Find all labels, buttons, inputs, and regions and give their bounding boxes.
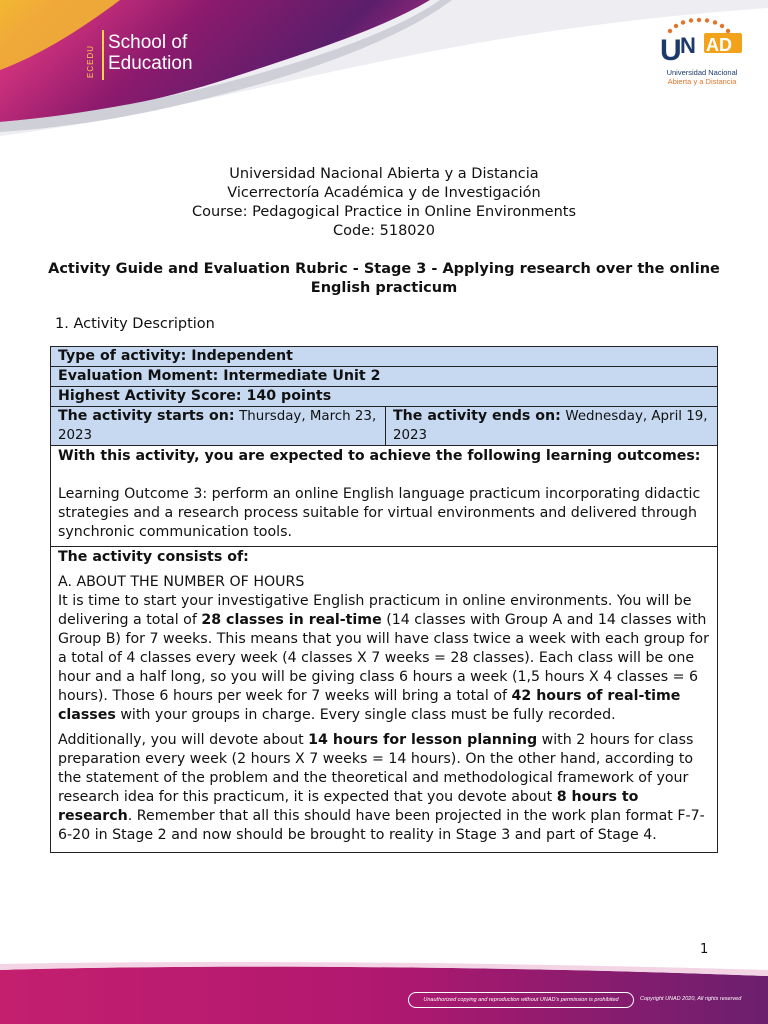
table-row [51, 407, 718, 446]
table-row [51, 547, 718, 853]
start-date-value: Thursday, March 23, 2023 [58, 409, 377, 443]
learning-outcomes-cell [51, 446, 718, 547]
highest-score: Highest Activity Score: 140 points [51, 387, 718, 407]
outcomes-heading: With this activity, you are expected to achieve the following learning outcomes: [58, 448, 701, 464]
activity-guide-subtitle: Activity Guide and Evaluation Rubric - Stage 3 - Applying research over the online English practicum [48, 261, 720, 296]
copy-notice: Unauthorized copying and reproduction without UNAD's permission is prohibited [408, 992, 634, 1008]
evaluation-moment: Evaluation Moment: Intermediate Unit 2 [51, 367, 718, 387]
end-date-label: The activity ends on: [393, 408, 561, 424]
start-date-cell [51, 407, 386, 446]
table-row [51, 347, 718, 367]
svg-text:U: U [660, 34, 682, 64]
title-line-vicerrectoria: Vicerrectoría Académica y de Investigación [227, 185, 541, 201]
unad-line-2: Abierta y a Distancia [667, 77, 737, 86]
document-title [0, 165, 768, 241]
school-line-2: Education [108, 53, 193, 74]
section-heading: 1. Activity Description [55, 316, 215, 332]
table-row [51, 446, 718, 547]
table-row [51, 387, 718, 407]
logo-divider [102, 30, 104, 80]
type-of-activity: Type of activity: Independent [51, 347, 718, 367]
end-date-value: Wednesday, April 19, 2023 [393, 409, 708, 443]
activity-description-table [50, 346, 718, 853]
consists-heading: The activity consists of: [58, 549, 249, 565]
unad-line-1: Universidad Nacional [666, 68, 738, 77]
end-date-cell [386, 407, 718, 446]
svg-text:N: N [680, 33, 696, 58]
title-line-code: Code: 518020 [333, 223, 435, 239]
ecedu-label: ECEDU [86, 44, 95, 78]
unad-wordmark-graphic [656, 18, 748, 64]
table-row [51, 367, 718, 387]
hours-paragraph-1: It is time to start your investigative English practicum in online environments. You will be delivering a total of 28 classes in real-time (14 classes with Group A and 14 classes with Group B) for 7 weeks. This means that you will have class twice a week with each group for a total of 4 classes every week (4 classes X 7 weeks = 28 classes). Each class will be one hour and a half long, so you will be giving class 6 hours a week (1,5 hours X 4 classes = 6 hours). Those 6 hours per week for 7 weeks will bring a total of 42 hours of real-time classes with your groups in charge. Every single class must be fully recorded. [58, 593, 709, 723]
copyright-notice: Copyright UNAD 2020, All rights reserved [640, 996, 742, 1002]
page-number: 1 [700, 942, 709, 957]
hours-paragraph-2: Additionally, you will devote about 14 hours for lesson planning with 2 hours for class preparation every week (2 hours X 7 weeks = 14 hours). On the other hand, according to the statement of the problem and the theoretical and methodological framework of your research idea for this practicum, it is expected that you devote about 8 hours to research. Remember that all this should have been projected in the work plan format F-7-6-20 in Stage 2 and now should be brought to reality in Stage 3 and part of Stage 4. [58, 732, 705, 843]
unad-logo [656, 18, 748, 86]
hours-heading: A. ABOUT THE NUMBER OF HOURS [58, 574, 305, 590]
title-line-university: Universidad Nacional Abierta y a Distancia [229, 166, 539, 182]
school-line-1: School of [108, 32, 188, 53]
activity-consists-cell [51, 547, 718, 853]
learning-outcome-text: Learning Outcome 3: perform an online English language practicum incorporating didactic strategies and a research process suitable for virtual environments and delivered through synchronic communication tools. [58, 486, 701, 540]
title-line-course: Course: Pedagogical Practice in Online Environments [191, 204, 577, 220]
unad-wordmark-text: AD [706, 35, 732, 55]
start-date-label: The activity starts on: [58, 408, 235, 424]
